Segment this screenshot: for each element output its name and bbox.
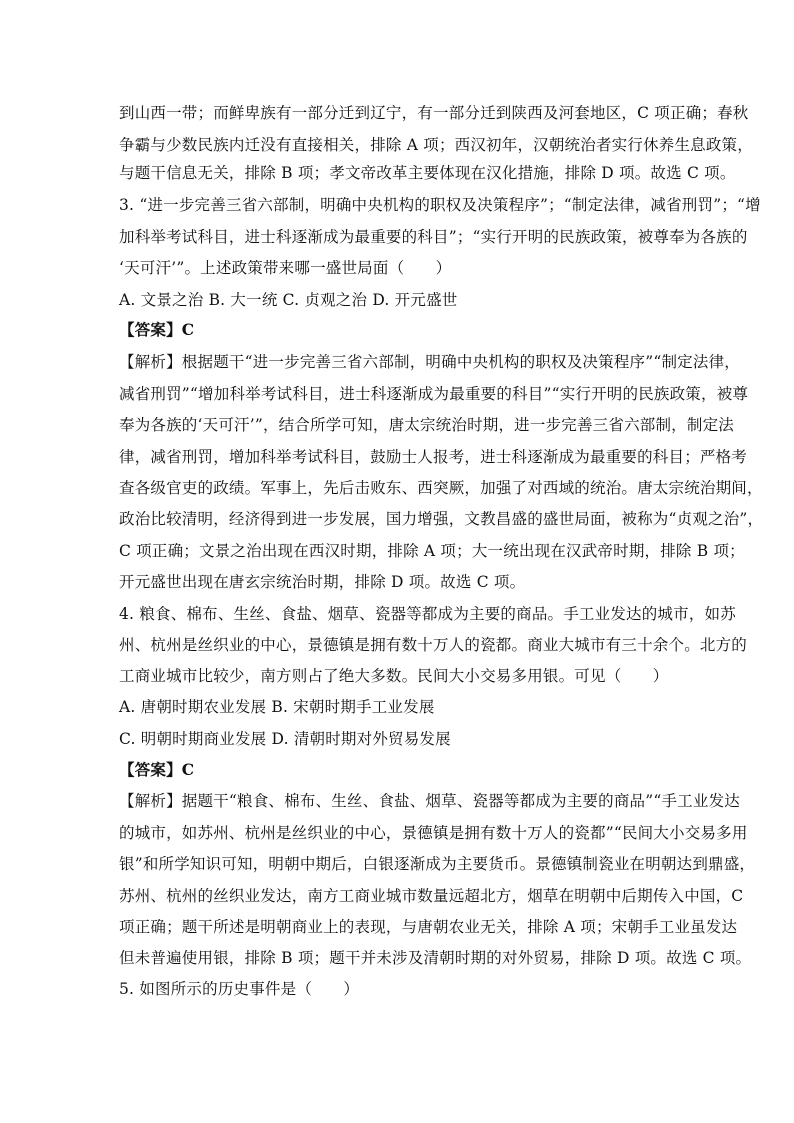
question-3-stem: 加科举考试科目，进士科逐渐成为最重要的科目”；“实行开明的民族政策，被尊奉为各族的 [119, 228, 748, 246]
question-4-options: A. 唐朝时期农业发展 B. 宋朝时期手工业发展 [119, 698, 435, 716]
question-4-stem: 州、杭州是丝织业的中心，景德镇是拥有数十万人的瓷都。商业大城市有三十余个。北方的 [119, 636, 748, 654]
question-4-analysis: 苏州、杭州的丝织业发达，南方工商业城市数量远超北方，烟草在明朝中后期传入中国，C [119, 887, 744, 905]
question-5-stem: 5. 如图所示的历史事件是（ ） [119, 980, 360, 998]
question-3-options: A. 文景之治 B. 大一统 C. 贞观之治 D. 开元盛世 [119, 291, 458, 309]
text-line: 到山西一带；而鲜卑族有一部分迁到辽宁，有一部分迁到陕西及河套地区，C 项正确；春秋 [119, 104, 749, 122]
question-4-stem: 工商业城市比较少，南方则占了绝大多数。民间大小交易多用银。可见（ ） [119, 667, 669, 685]
question-4-analysis: 项正确；题干所述是明朝商业上的表现，与唐朝农业无关，排除 A 项；宋朝手工业虽发达 [119, 918, 738, 936]
text-line: 与题干信息无关，排除 B 项；孝文帝改革主要体现在汉化措施，排除 D 项。故选 C 项。 [119, 164, 736, 182]
question-3-analysis: 开元盛世出现在唐玄宗统治时期，排除 D 项。故选 C 项。 [119, 573, 526, 591]
question-3-stem: ‘天可汗’”。上述政策带来哪一盛世局面（ ） [119, 259, 452, 277]
question-4-analysis: 但未普遍使用银，排除 B 项；题干并未涉及清朝时期的对外贸易，排除 D 项。故选 C 项。 [119, 949, 752, 967]
text-line: 争霸与少数民族内迁没有直接相关，排除 A 项；西汉初年，汉朝统治者实行休养生息政策， [119, 136, 753, 154]
question-4-analysis: 【解析】据题干“粮食、棉布、生丝、食盐、烟草、瓷器等都成为主要的商品”“手工业发达 [119, 792, 740, 810]
question-4-options: C. 明朝时期商业发展 D. 清朝时期对外贸易发展 [119, 730, 451, 748]
question-4-stem: 4. 粮食、棉布、生丝、食盐、烟草、瓷器等都成为主要的商品。手工业发达的城市，如苏 [119, 605, 736, 623]
question-4-analysis: 银”和所学知识可知，明朝中期后，白银逐渐成为主要货币。景德镇制瓷业在明朝达到鼎盛， [119, 855, 756, 873]
question-4-analysis: 的城市，如苏州、杭州是丝织业的中心，景德镇是拥有数十万人的瓷都”“民间大小交易多用 [119, 824, 748, 842]
question-3-analysis: 政治比较清明，经济得到进一步发展，国力增强，文教昌盛的盛世局面，被称为“贞观之治”， [119, 510, 764, 528]
question-3-analysis: 查各级官吏的政绩。军事上，先后击败东、西突厥，加强了对西域的统治。唐太宗统治期间， [119, 479, 763, 497]
question-3-stem: 3. “进一步完善三省六部制，明确中央机构的职权及决策程序”；“制定法律，减省刑罚”；“增 [119, 196, 761, 214]
question-3-analysis: 奉为各族的‘天可汗’”，结合所学可知，唐太宗统治时期，进一步完善三省六部制，制定法 [119, 416, 734, 434]
question-3-analysis: 【解析】根据题干“进一步完善三省六部制，明确中央机构的职权及决策程序”“制定法律， [119, 353, 740, 371]
question-3-answer: 【答案】C [119, 320, 195, 339]
question-3-analysis: C 项正确；文景之治出现在西汉时期，排除 A 项；大一统出现在汉武帝时期，排除 B 项； [119, 542, 745, 560]
question-3-analysis: 律，减省刑罚，增加科举考试科目，鼓励士人报考，进士科逐渐成为最重要的科目；严格考 [119, 448, 748, 466]
question-4-answer: 【答案】C [119, 760, 195, 779]
question-3-analysis: 减省刑罚”“增加科举考试科目，进士科逐渐成为最重要的科目”“实行开明的民族政策，被尊 [119, 385, 749, 403]
